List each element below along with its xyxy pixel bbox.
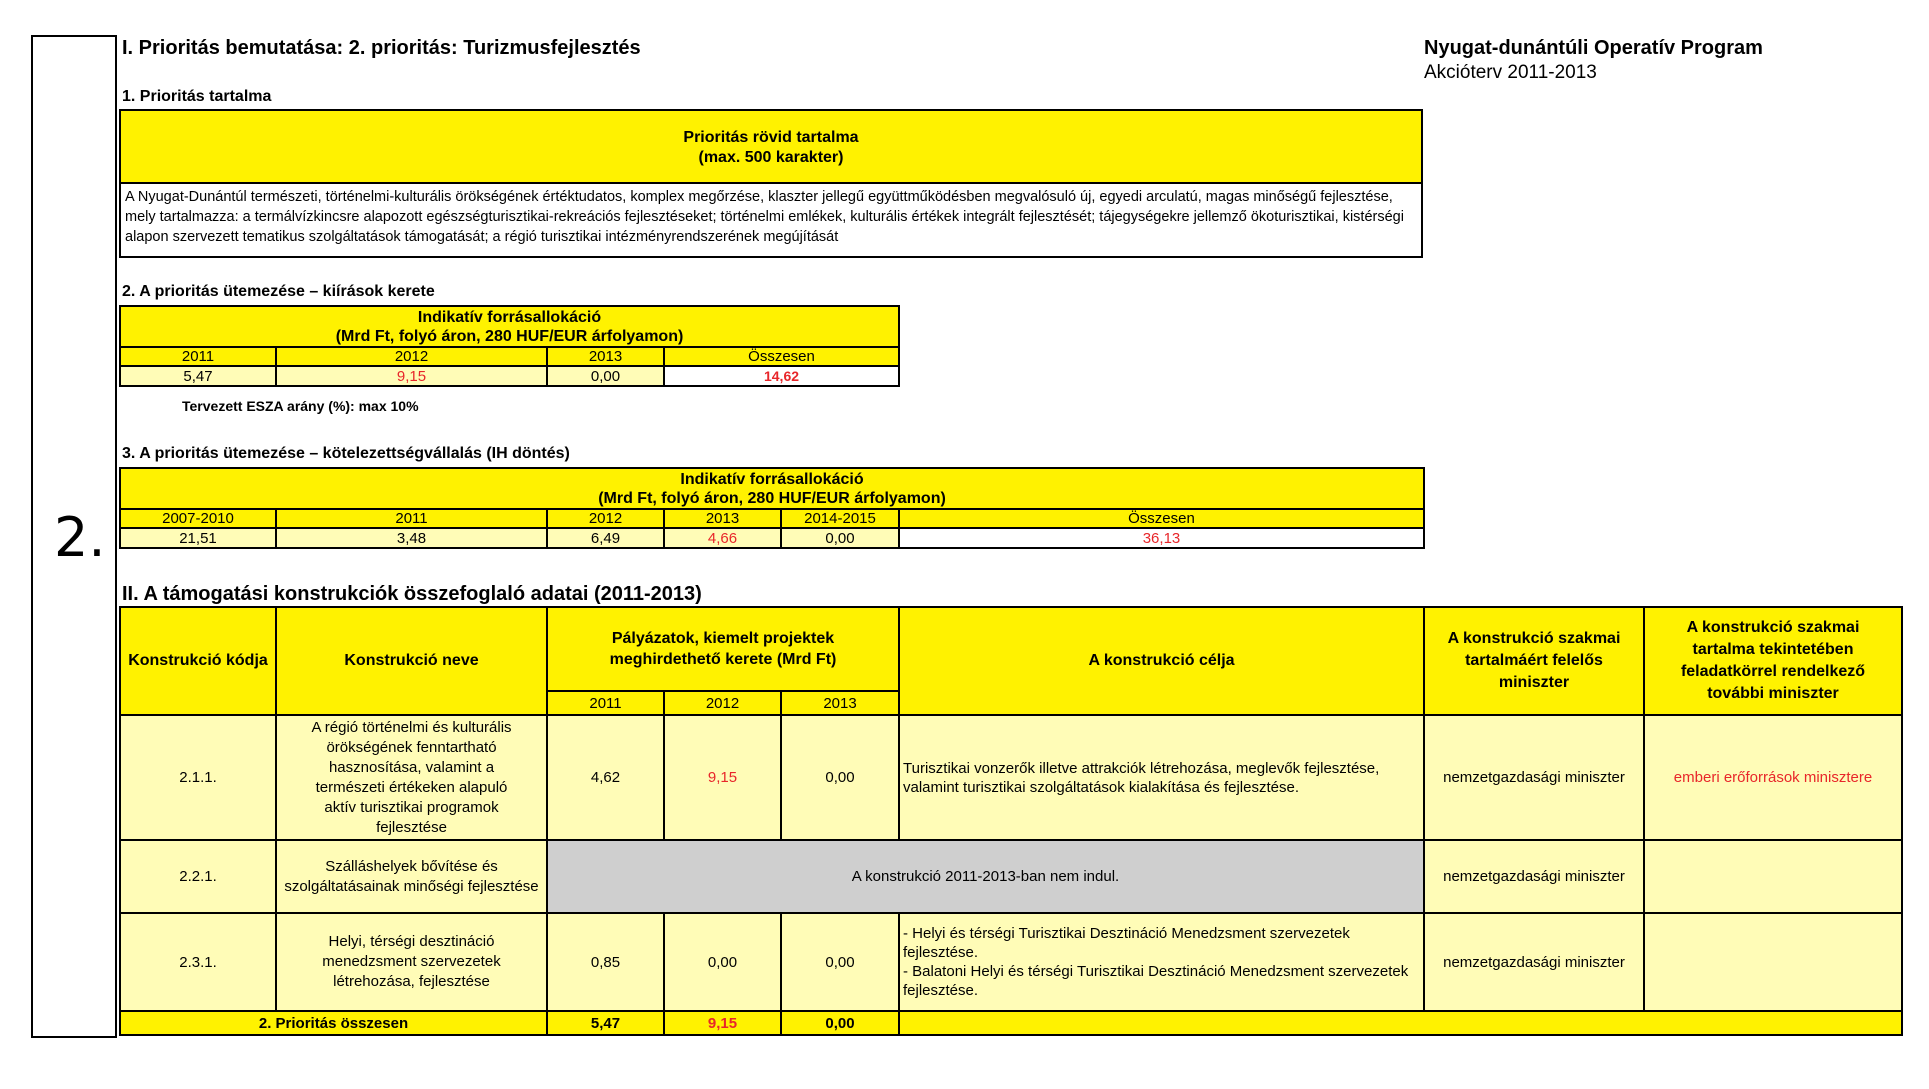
row-minister: nemzetgazdasági miniszter	[1424, 913, 1644, 1011]
table-row	[120, 913, 1902, 1011]
plan-period: Akcióterv 2011-2013	[1424, 62, 1597, 83]
row-name: Helyi, térségi desztináció menedzsment szervezetek létrehozása, fejlesztése	[276, 913, 547, 1011]
table-row	[120, 715, 1902, 840]
section1-title: 1. Prioritás tartalma	[122, 88, 272, 105]
row-2011: 4,62	[547, 715, 664, 840]
row-2013: 0,00	[781, 913, 899, 1011]
col-total: Összesen	[899, 509, 1424, 528]
commitment-header-line1: Indikatív forrásallokáció	[680, 471, 864, 488]
header-code: Konstrukció kódja	[120, 607, 276, 715]
value-2012: 6,49	[547, 528, 664, 548]
row-code: 2.1.1.	[120, 715, 276, 840]
col-2014-2015: 2014-2015	[781, 509, 899, 528]
row-goal: Turisztikai vonzerők illetve attrakciók létrehozása, meglevők fejlesztése, valamint turisztikai szolgáltatások kialakítása és fejlesztése.	[899, 715, 1424, 840]
call-frame-header-line2: (Mrd Ft, folyó áron, 280 HUF/EUR árfolyamon)	[335, 328, 684, 345]
section2-title: 2. A prioritás ütemezése – kiírások kerete	[122, 283, 435, 300]
section3-title: 3. A prioritás ütemezése – kötelezettségvállalás (IH döntés)	[122, 445, 570, 462]
commitment-header-line2: (Mrd Ft, folyó áron, 280 HUF/EUR árfolyamon)	[598, 490, 946, 507]
section-number: 2.	[54, 506, 106, 569]
row-other-minister	[1644, 913, 1902, 1011]
row-2012: 0,00	[664, 913, 781, 1011]
row-other-minister: emberi erőforrások minisztere	[1644, 715, 1902, 840]
col-2013: 2013	[547, 347, 664, 366]
program-name: Nyugat-dunántúli Operatív Program	[1424, 37, 1763, 59]
col-2011: 2011	[276, 509, 547, 528]
total-2013: 0,00	[781, 1011, 899, 1035]
table-row	[120, 840, 1902, 913]
total-row	[120, 1011, 1902, 1035]
page-title: I. Prioritás bemutatása: 2. prioritás: Turizmusfejlesztés	[122, 37, 641, 59]
row-2013: 0,00	[781, 715, 899, 840]
section4-title: II. A támogatási konstrukciók összefoglaló adatai (2011-2013)	[122, 583, 702, 605]
header-year-2011: 2011	[547, 691, 664, 715]
header-name: Konstrukció neve	[276, 607, 547, 715]
value-2012: 9,15	[276, 366, 547, 386]
col-2013: 2013	[664, 509, 781, 528]
priority-summary-text: A Nyugat-Dunántúl természeti, történelmi-kulturális örökségének értéktudatos, komplex megőrzése, klaszter jellegű együttműködésben megvalósuló új, egyedi arculatú, magas minőségű fejlesztése, mely tartalmazza: a termálvízkincsre alapozott egészségturisztikai-rekreációs fejlesztéseket; történelmi emlékek, kulturális értékek integrált fejlesztését; tájegységekre jellemző ökoturisztikai, kistérségi alapon szervezett tematikus szolgáltatások támogatását; a régió turisztikai intézményrendszerének megújítását	[119, 184, 1423, 258]
total-2011: 5,47	[547, 1011, 664, 1035]
row-code: 2.2.1.	[120, 840, 276, 913]
value-2013: 4,66	[664, 528, 781, 548]
row-goal-item: - Helyi és térségi Turisztikai Desztináció Menedzsment szervezetek fejlesztése.	[903, 925, 1350, 961]
priority-summary-header	[119, 109, 1423, 184]
row-goal-item: - Balatoni Helyi és térségi Turisztikai Desztináció Menedzsment szervezetek fejlesztése.	[903, 963, 1409, 999]
header-other-minister: A konstrukció szakmai tartalma tekintetében feladatkörrel rendelkező további miniszter	[1644, 607, 1902, 715]
value-total: 36,13	[899, 528, 1424, 548]
col-2012: 2012	[276, 347, 547, 366]
row-goal	[899, 913, 1424, 1011]
row-2012: 9,15	[664, 715, 781, 840]
value-2013: 0,00	[547, 366, 664, 386]
col-2012: 2012	[547, 509, 664, 528]
total-label: 2. Prioritás összesen	[120, 1011, 547, 1035]
call-frame-header	[120, 306, 899, 347]
header-year-2013: 2013	[781, 691, 899, 715]
row-name: Szálláshelyek bővítése és szolgáltatásainak minőségi fejlesztése	[276, 840, 547, 913]
value-2011: 5,47	[120, 366, 276, 386]
value-2011: 3,48	[276, 528, 547, 548]
value-2014-2015: 0,00	[781, 528, 899, 548]
summary-header-line2: (max. 500 karakter)	[698, 149, 844, 166]
commitment-table	[119, 467, 1425, 549]
header-goal: A konstrukció célja	[899, 607, 1424, 715]
header-budget: Pályázatok, kiemelt projektek meghirdethető kerete (Mrd Ft)	[547, 607, 899, 691]
constructions-table	[119, 606, 1903, 1036]
row-name: A régió történelmi és kulturális örökségének fenntartható hasznosítása, valamint a természeti értékeken alapuló aktív turisztikai programok fejlesztése	[276, 715, 547, 840]
header-minister: A konstrukció szakmai tartalmáért felelős miniszter	[1424, 607, 1644, 715]
row-code: 2.3.1.	[120, 913, 276, 1011]
row-not-started-note: A konstrukció 2011-2013-ban nem indul.	[547, 840, 1424, 913]
value-2007-2010: 21,51	[120, 528, 276, 548]
col-2007-2010: 2007-2010	[120, 509, 276, 528]
call-frame-table	[119, 305, 900, 387]
call-frame-header-line1: Indikatív forrásallokáció	[417, 309, 602, 326]
value-total: 14,62	[664, 366, 899, 386]
header-year-2012: 2012	[664, 691, 781, 715]
total-2012: 9,15	[664, 1011, 781, 1035]
summary-header-line1: Prioritás rövid tartalma	[683, 129, 859, 146]
row-minister: nemzetgazdasági miniszter	[1424, 840, 1644, 913]
row-2011: 0,85	[547, 913, 664, 1011]
commitment-header	[120, 468, 1424, 509]
col-total: Összesen	[664, 347, 899, 366]
row-other-minister	[1644, 840, 1902, 913]
total-empty	[899, 1011, 1902, 1035]
row-minister: nemzetgazdasági miniszter	[1424, 715, 1644, 840]
col-2011: 2011	[120, 347, 276, 366]
esza-note: Tervezett ESZA arány (%): max 10%	[182, 398, 419, 414]
